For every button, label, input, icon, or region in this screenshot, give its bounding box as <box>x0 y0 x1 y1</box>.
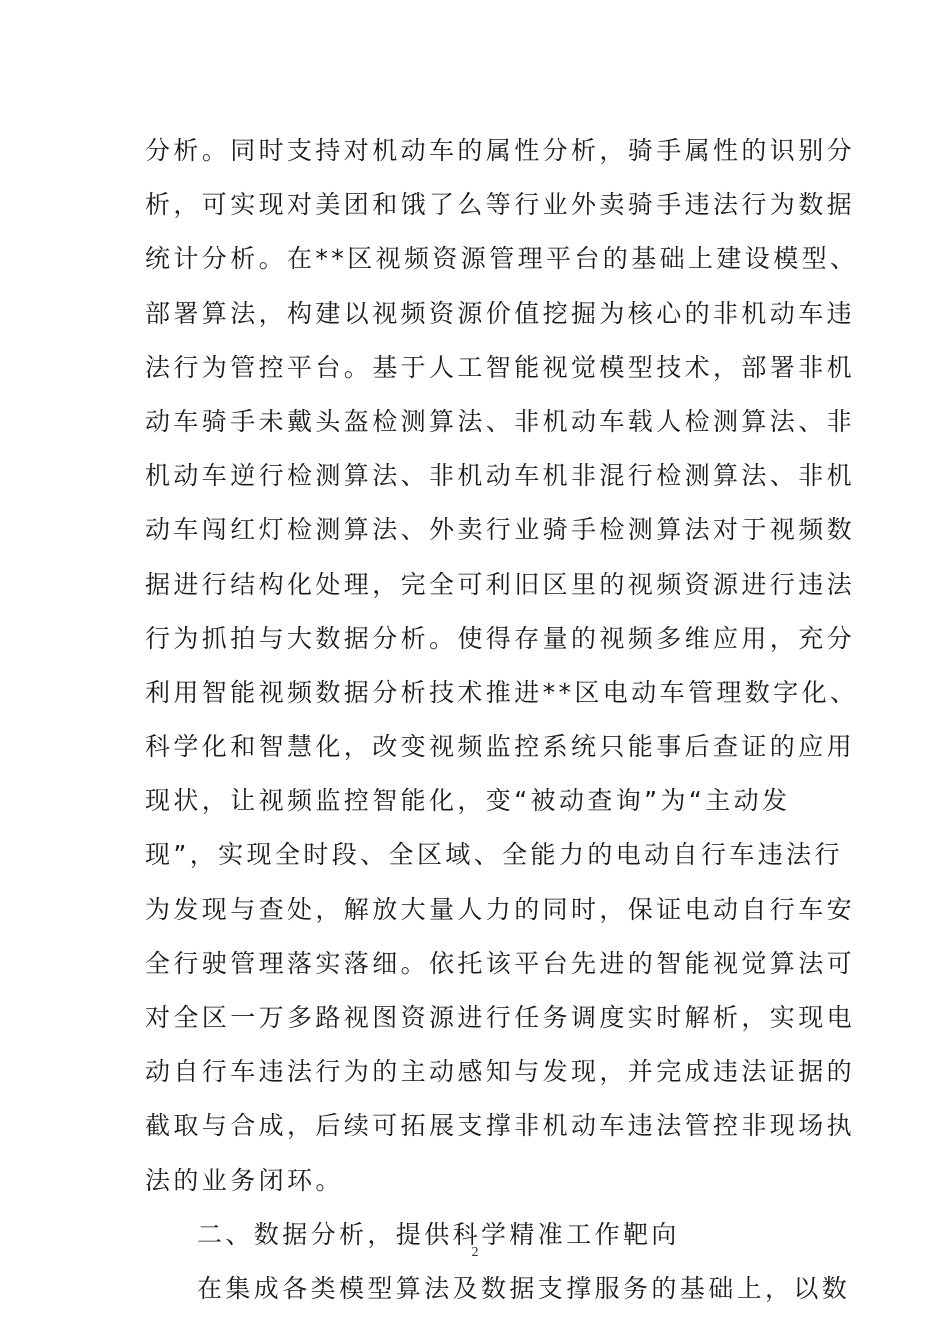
paragraph-line-15: 为发现与查处，解放大量人力的同时，保证电动自行车安 <box>145 894 856 924</box>
paragraph-line-10: 行为抓拍与大数据分析。使得存量的视频多维应用，充分 <box>145 623 856 653</box>
section-heading: 二、数据分析，提供科学精准工作靶向 <box>197 1219 680 1249</box>
paragraph-line-17: 对全区一万多路视图资源进行任务调度实时解析，实现电 <box>145 1003 856 1032</box>
paragraph-line-20: 法的业务闭环。 <box>145 1165 344 1195</box>
paragraph-2-line-1: 在集成各类模型算法及数据支撑服务的基础上，以数 <box>197 1273 851 1303</box>
paragraph-line-2: 析，可实现对美团和饿了么等行业外卖骑手违法行为数据 <box>145 190 856 220</box>
paragraph-line-8: 动车闯红灯检测算法、外卖行业骑手检测算法对于视频数 <box>145 515 856 545</box>
paragraph-line-1: 分析。同时支持对机动车的属性分析，骑手属性的识别分 <box>145 136 856 165</box>
paragraph-line-6: 动车骑手未戴头盔检测算法、非机动车载人检测算法、非 <box>145 406 856 436</box>
paragraph-line-11: 利用智能视频数据分析技术推进**区电动车管理数字化、 <box>145 677 859 707</box>
paragraph-line-7: 机动车逆行检测算法、非机动车机非混行检测算法、非机 <box>145 461 856 491</box>
paragraph-line-16: 全行驶管理落实落细。依托该平台先进的智能视觉算法可 <box>145 948 856 978</box>
paragraph-line-19: 截取与合成，后续可拓展支撑非机动车违法管控非现场执 <box>145 1111 856 1141</box>
paragraph-line-12: 科学化和智慧化，改变视频监控系统只能事后查证的应用 <box>145 732 856 762</box>
document-body <box>145 124 859 1316</box>
paragraph-line-18: 动自行车违法行为的主动感知与发现，并完成违法证据的 <box>145 1057 856 1087</box>
page-number: 2 <box>471 1245 479 1260</box>
paragraph-line-13: 现状，让视频监控智能化，变“被动查询”为“主动发 <box>145 786 791 816</box>
paragraph-line-9: 据进行结构化处理，完全可利旧区里的视频资源进行违法 <box>145 569 856 599</box>
paragraph-line-5: 法行为管控平台。基于人工智能视觉模型技术，部署非机 <box>145 352 856 382</box>
paragraph-line-4: 部署算法，构建以视频资源价值挖掘为核心的非机动车违 <box>145 298 856 328</box>
paragraph-line-3: 统计分析。在**区视频资源管理平台的基础上建设模型、 <box>145 244 859 274</box>
paragraph-line-14: 现”，实现全时段、全区域、全能力的电动自行车违法行 <box>145 840 843 870</box>
